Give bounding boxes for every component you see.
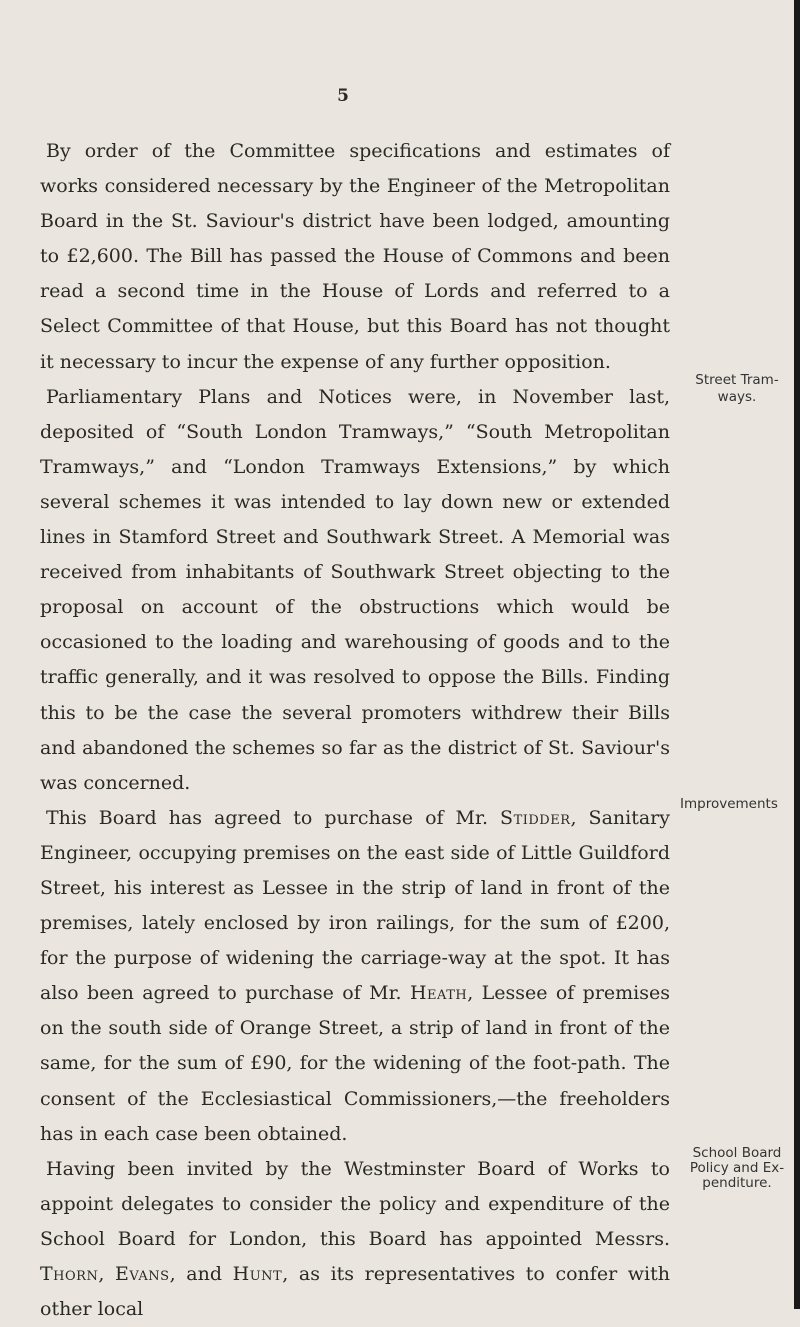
paragraph-text: , and — [169, 1263, 233, 1285]
paragraph-text: , Sanitary Engineer, occupying premises on the east side of Little Guildford Street, his interest as Lessee in the strip of land in front of the premises, lately enclosed by iron railings, for the sum of £200, for the purpose of widening the carriage-way at the spot. It has also been agreed to purchase of Mr. — [40, 806, 670, 1005]
paragraph-street-tramways — [40, 380, 670, 801]
paragraph-text: By order of the Committee specifications and estimates of works considered necessary by the Engineer of the Metropolitan Board in the St. Saviour's district have been lodged, amounting to £2,600. The Bill has passed the House of Commons and been read a second time in the House of Lords and referred to a Select Committee of that House, but this Board has not thought it necessary to incur the expense of any further opposition. — [40, 140, 670, 373]
margin-note-improvements: Improvements — [680, 796, 778, 812]
page-edge-shadow — [794, 0, 800, 1309]
margin-note-street-tramways: Street Tram-ways. — [695, 372, 779, 405]
person-name: Heath — [409, 982, 468, 1005]
person-name: Evans — [115, 1263, 170, 1285]
person-name: Stidder — [500, 806, 571, 829]
paragraph-text: , — [98, 1263, 116, 1285]
paragraph-text: This Board has agreed to purchase of Mr. — [46, 806, 501, 829]
person-name: Hunt — [232, 1263, 283, 1285]
margin-note-school-board: School Board Policy and Ex-penditure. — [689, 1145, 785, 1191]
paragraph-text: , as its representatives to confer with other local — [40, 1263, 670, 1321]
paragraph-committee-specifications — [40, 134, 670, 380]
paragraph-text: Parliamentary Plans and Notices were, in November last, deposited of “South London Tramways,” “South Metropolitan Tramways,” and “London Tramways Extensions,” by which several schemes it was intended to lay down new or extended lines in Stamford Street and Southwark Street. A Memorial was received from inhabitants of Southwark Street objecting to the proposal on account of the obstructions which would be occasioned to the loading and warehousing of goods and to the traffic generally, and it was resolved to oppose the Bills. Finding this to be the case the several promoters withdrew their Bills and abandoned the schemes so far as the district of St. Saviour's was concerned. — [40, 385, 670, 794]
paragraph-text: , Lessee of premises on the south side of Orange Street, a strip of land in front of the same, for the sum of £90, for the widening of the foot-path. The consent of the Ecclesiastical Commissioners,—the freeholders has in each case been obtained. — [40, 982, 670, 1145]
paragraph-text: Having been invited by the Westminster Board of Works to appoint delegates to consider the policy and expenditure of the School Board for London, this Board has appointed Messrs. — [40, 1157, 670, 1250]
person-name: Thorn — [40, 1263, 99, 1285]
page-number: 5 — [337, 86, 349, 106]
paragraph-improvements — [40, 801, 670, 1152]
paragraph-school-board — [40, 1152, 670, 1327]
body-text — [40, 134, 670, 1327]
